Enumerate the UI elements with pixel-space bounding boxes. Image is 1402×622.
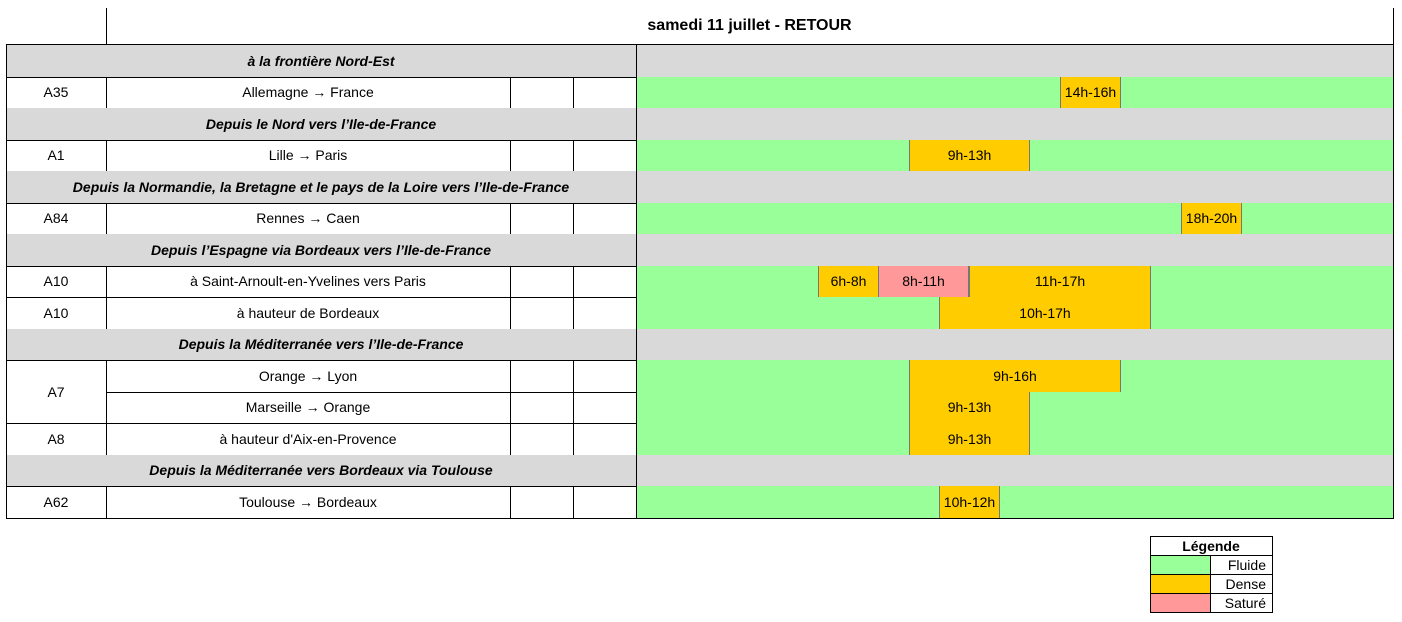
grid-line: [1393, 392, 1394, 424]
grid-line: [573, 203, 574, 235]
grid-line: [636, 423, 637, 455]
section-header: à la frontière Nord-Est: [6, 45, 636, 77]
grid-line: [6, 518, 1394, 519]
road-number: A35: [43, 84, 69, 101]
grid-line: [1393, 234, 1394, 266]
section-header-fill: [636, 455, 1393, 487]
traffic-bar-fluide: [636, 203, 1393, 235]
grid-line: [1210, 593, 1211, 612]
route-label: à hauteur de Bordeaux: [236, 304, 380, 321]
road-number: A1: [47, 147, 65, 164]
grid-line: [6, 203, 7, 235]
grid-line: [636, 360, 637, 392]
route-label: Rennes → Caen: [256, 210, 360, 227]
grid-line: [106, 297, 107, 329]
grid-line: [1272, 536, 1273, 612]
grid-line: [573, 360, 574, 392]
grid-line: [510, 392, 511, 424]
section-header: Depuis l’Espagne via Bordeaux vers l’Ile-de-France: [6, 234, 636, 266]
grid-line: [636, 266, 637, 298]
grid-line: [106, 140, 107, 172]
grid-line: [510, 423, 511, 455]
traffic-bar-fluide: [636, 77, 1393, 109]
grid-line: [636, 140, 637, 172]
section-header-fill: [636, 108, 1393, 140]
section-header: Depuis la Méditerranée vers l’Ile-de-France: [6, 329, 636, 361]
grid-line: [106, 486, 107, 518]
grid-line: [1393, 45, 1394, 77]
section-header-fill: [636, 45, 1393, 77]
legend-label: Saturé: [1224, 594, 1266, 611]
grid-line: [106, 360, 107, 392]
grid-line: [636, 329, 637, 361]
grid-line: [106, 423, 107, 455]
grid-line: [6, 329, 7, 361]
grid-line: [573, 423, 574, 455]
road-number: A62: [43, 493, 69, 510]
legend-title: Légende: [1182, 537, 1240, 554]
traffic-bar-fluide: [636, 486, 1393, 518]
grid-line: [1393, 140, 1394, 172]
grid-line: [1393, 486, 1394, 518]
route-label: à hauteur d'Aix-en-Provence: [219, 430, 397, 447]
grid-line: [510, 297, 511, 329]
grid-line: [1393, 108, 1394, 140]
grid-line: [510, 203, 511, 235]
grid-line: [6, 423, 7, 455]
route-label: Lille → Paris: [268, 147, 348, 164]
traffic-segment-sature: 8h-11h: [878, 266, 969, 298]
grid-line: [573, 486, 574, 518]
grid-line: [6, 486, 7, 518]
grid-line: [636, 455, 637, 487]
traffic-segment-dense: 6h-8h: [818, 266, 879, 298]
grid-line: [1150, 555, 1273, 556]
legend-label: Dense: [1225, 575, 1266, 592]
grid-line: [1393, 360, 1394, 392]
grid-line: [636, 45, 637, 77]
road-number: A7: [47, 383, 65, 400]
grid-line: [6, 45, 7, 77]
grid-line: [1150, 574, 1273, 575]
grid-line: [6, 297, 7, 329]
grid-line: [1150, 536, 1151, 612]
route-label: Marseille → Orange: [245, 399, 371, 416]
grid-line: [106, 266, 107, 298]
section-header: Depuis la Normandie, la Bretagne et le pays de la Loire vers l’Ile-de-France: [6, 171, 636, 203]
grid-line: [6, 266, 7, 298]
grid-line: [106, 77, 107, 109]
section-header: Depuis la Méditerranée vers Bordeaux via Toulouse: [6, 455, 636, 487]
traffic-segment-dense: 10h-17h: [939, 297, 1151, 329]
grid-line: [106, 8, 107, 44]
grid-line: [1150, 612, 1273, 613]
traffic-segment-dense: 9h-13h: [909, 392, 1030, 424]
grid-line: [1393, 266, 1394, 298]
grid-line: [6, 108, 7, 140]
grid-line: [6, 77, 7, 109]
traffic-segment-dense: 9h-13h: [909, 423, 1030, 455]
grid-line: [636, 297, 637, 329]
grid-line: [1393, 297, 1394, 329]
grid-line: [510, 266, 511, 298]
page-title: samedi 11 juillet - RETOUR: [647, 17, 852, 34]
grid-line: [510, 140, 511, 172]
grid-line: [636, 171, 637, 203]
legend-swatch-fluide: [1150, 555, 1210, 574]
grid-line: [636, 486, 637, 518]
road-number: A10: [43, 304, 69, 321]
route-label: Allemagne → France: [242, 84, 374, 101]
route-label: à Saint-Arnoult-en-Yvelines vers Paris: [190, 273, 426, 290]
grid-line: [1150, 536, 1273, 537]
grid-line: [1210, 555, 1211, 574]
grid-line: [573, 140, 574, 172]
grid-line: [1393, 329, 1394, 361]
grid-line: [510, 77, 511, 109]
traffic-segment-dense: 9h-13h: [909, 140, 1030, 172]
route-label: Orange → Lyon: [258, 367, 358, 384]
grid-line: [510, 486, 511, 518]
section-header: Depuis le Nord vers l’Ile-de-France: [6, 108, 636, 140]
grid-line: [1393, 423, 1394, 455]
grid-line: [1393, 455, 1394, 487]
grid-line: [636, 234, 637, 266]
traffic-segment-dense: 10h-12h: [939, 486, 1000, 518]
grid-line: [573, 77, 574, 109]
grid-line: [6, 171, 7, 203]
grid-line: [106, 203, 107, 235]
road-number: A8: [47, 430, 65, 447]
grid-line: [1393, 171, 1394, 203]
traffic-segment-dense: 11h-17h: [969, 266, 1151, 298]
grid-line: [573, 392, 574, 424]
grid-line: [6, 360, 7, 392]
grid-line: [6, 455, 7, 487]
grid-line: [573, 297, 574, 329]
legend-swatch-dense: [1150, 574, 1210, 593]
grid-line: [1393, 203, 1394, 235]
grid-line: [1393, 77, 1394, 109]
grid-line: [6, 140, 7, 172]
grid-line: [636, 108, 637, 140]
section-header-fill: [636, 171, 1393, 203]
grid-line: [1150, 593, 1273, 594]
traffic-segment-dense: 18h-20h: [1181, 203, 1242, 235]
section-header-fill: [636, 234, 1393, 266]
legend-swatch-sature: [1150, 593, 1210, 612]
route-label: Toulouse → Bordeaux: [239, 493, 377, 510]
grid-line: [1393, 8, 1394, 44]
road-number: A10: [43, 273, 69, 290]
grid-line: [106, 392, 107, 424]
grid-line: [6, 392, 7, 424]
grid-line: [6, 234, 7, 266]
legend-label: Fluide: [1227, 556, 1266, 573]
grid-line: [636, 392, 637, 424]
grid-line: [510, 360, 511, 392]
grid-line: [573, 266, 574, 298]
grid-line: [636, 203, 637, 235]
traffic-segment-dense: 9h-16h: [909, 360, 1121, 392]
grid-line: [636, 77, 637, 109]
section-header-fill: [636, 329, 1393, 361]
road-number: A84: [43, 210, 69, 227]
traffic-segment-dense: 14h-16h: [1060, 77, 1121, 109]
grid-line: [1210, 574, 1211, 593]
